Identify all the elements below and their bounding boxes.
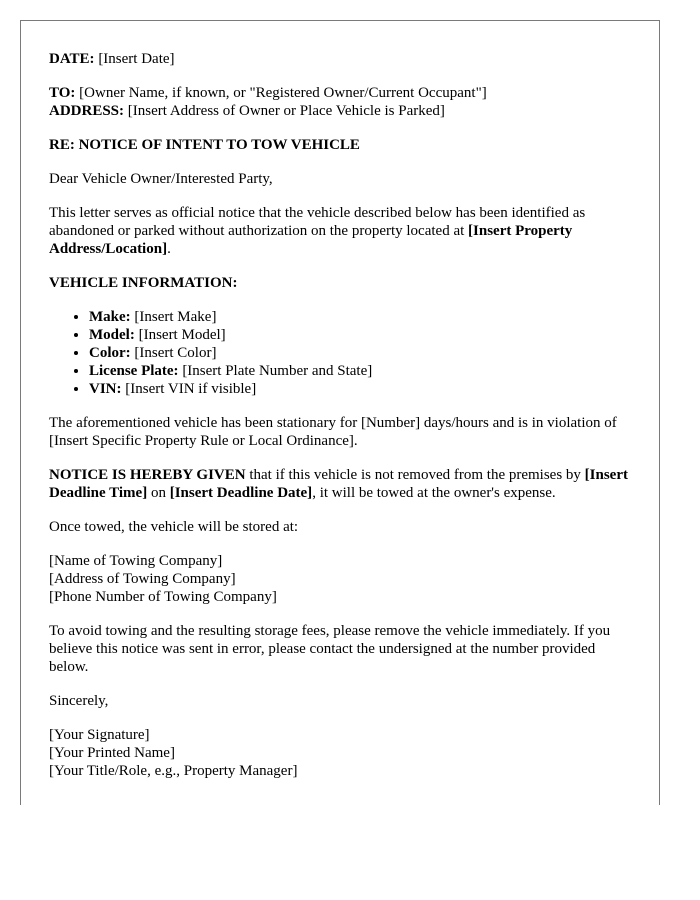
intro-property-address: [Insert Property Address/Location] <box>49 223 573 257</box>
printed-name-line: [Your Printed Name] <box>49 745 175 761</box>
deadline-date: [Insert Deadline Date] <box>169 485 313 501</box>
vehicle-make-value: [Insert Make] <box>130 309 217 325</box>
vehicle-vin-value: [Insert VIN if visible] <box>121 381 257 397</box>
list-item <box>89 326 629 344</box>
vehicle-heading-text: VEHICLE INFORMATION: <box>49 275 238 291</box>
towing-company-address: [Address of Towing Company] <box>49 571 236 587</box>
list-item <box>89 308 629 326</box>
vehicle-plate-label: License Plate: <box>89 363 179 379</box>
address-label: ADDRESS: <box>49 103 125 119</box>
title-role-line: [Your Title/Role, e.g., Property Manager] <box>49 763 298 779</box>
avoid-paragraph: To avoid towing and the resulting storage fees, please remove the vehicle immediately. If you believe this notice was sent in error, please contact the undersigned at the number provided below. <box>49 623 611 675</box>
vehicle-heading <box>49 274 629 292</box>
signature-block <box>49 726 629 780</box>
vehicle-plate-value: [Insert Plate Number and State] <box>178 363 373 379</box>
towing-company-name: [Name of Towing Company] <box>49 553 223 569</box>
vehicle-color-label: Color: <box>89 345 131 361</box>
list-item <box>89 362 629 380</box>
notice-given: NOTICE IS HEREBY GIVEN <box>49 467 246 483</box>
signature-line: [Your Signature] <box>49 727 150 743</box>
list-item <box>89 380 629 398</box>
vehicle-info-list <box>49 308 629 398</box>
vehicle-model-value: [Insert Model] <box>134 327 226 343</box>
notice-paragraph <box>49 466 629 502</box>
date-label: DATE: <box>49 51 95 67</box>
date-value: [Insert Date] <box>94 51 175 67</box>
intro-end: . <box>167 241 171 257</box>
vehicle-model-label: Model: <box>89 327 135 343</box>
intro-paragraph <box>49 204 629 258</box>
deadline-time: [Insert Deadline Time] <box>49 467 628 501</box>
salutation: Dear Vehicle Owner/Interested Party, <box>49 171 273 187</box>
intro-text: This letter serves as official notice that the vehicle described below has been identified as abandoned or parked without authorization on the property located at <box>49 205 586 239</box>
towing-company-phone: [Phone Number of Towing Company] <box>49 589 277 605</box>
vehicle-color-value: [Insert Color] <box>130 345 217 361</box>
notice-text-3: , it will be towed at the owner's expense. <box>312 485 556 501</box>
date-line <box>49 50 629 68</box>
vehicle-make-label: Make: <box>89 309 131 325</box>
address-line <box>49 102 629 120</box>
closing: Sincerely, <box>49 693 109 709</box>
notice-text-2: on <box>147 485 170 501</box>
subject-line <box>49 136 629 154</box>
to-label: TO: <box>49 85 76 101</box>
letter-page <box>20 20 660 805</box>
to-value: [Owner Name, if known, or "Registered Owner/Current Occupant"] <box>75 85 487 101</box>
subject-text: RE: NOTICE OF INTENT TO TOW VEHICLE <box>49 137 360 153</box>
stationary-paragraph: The aforementioned vehicle has been stationary for [Number] days/hours and is in violation of [Insert Specific Property Rule or Local Ordinance]. <box>49 415 617 449</box>
storage-intro: Once towed, the vehicle will be stored at: <box>49 519 299 535</box>
address-value: [Insert Address of Owner or Place Vehicle is Parked] <box>124 103 445 119</box>
towing-company-block <box>49 552 629 606</box>
notice-text-1: that if this vehicle is not removed from the premises by <box>245 467 585 483</box>
letter-content <box>49 50 629 780</box>
list-item <box>89 344 629 362</box>
vehicle-vin-label: VIN: <box>89 381 122 397</box>
to-line <box>49 84 629 102</box>
